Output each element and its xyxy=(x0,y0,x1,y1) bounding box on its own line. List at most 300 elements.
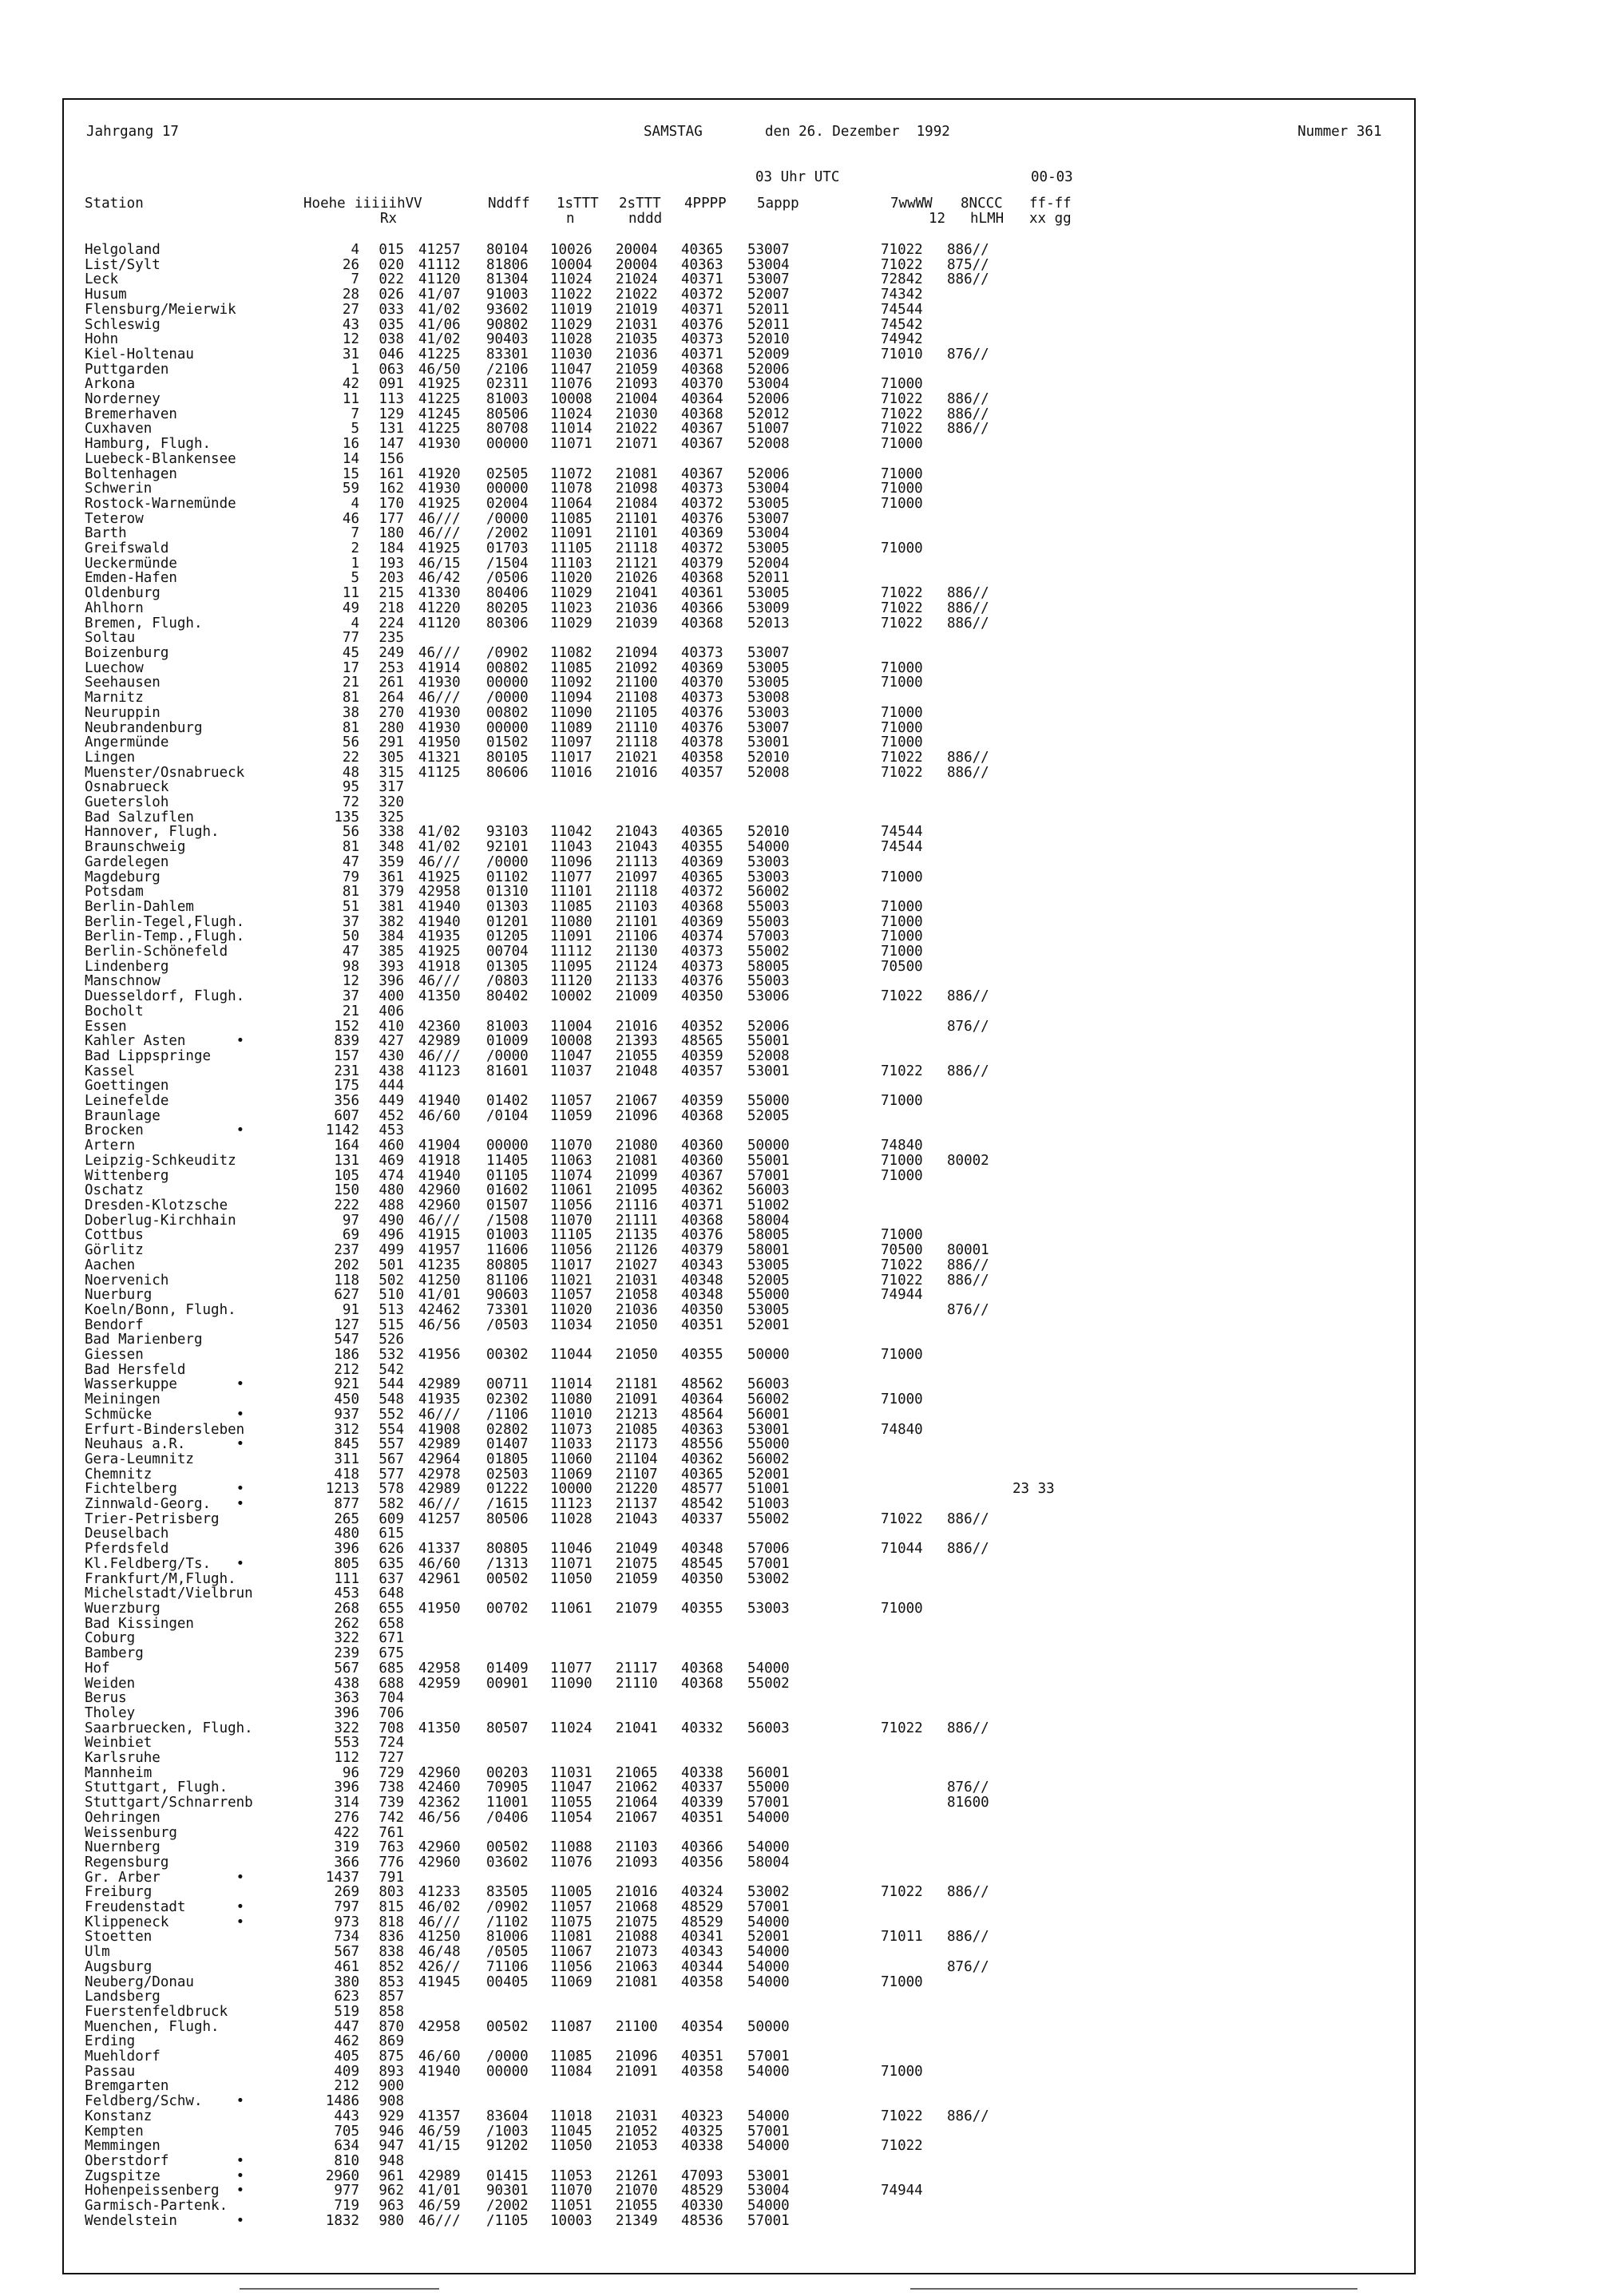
col-1sttt-sub: n xyxy=(566,211,575,227)
obs-cell: 11081 xyxy=(550,1929,592,1946)
obs-cell: 55001 xyxy=(747,1152,790,1169)
obs-cell: 48529 xyxy=(681,1914,723,1930)
obs-cell: 11101 xyxy=(550,884,592,901)
obs-cell xyxy=(947,1482,1012,1497)
obs-cell xyxy=(747,452,881,467)
obs-cell xyxy=(1012,1900,1076,1915)
obs-cell: 11095 xyxy=(550,958,592,975)
obs-cell xyxy=(404,2034,486,2049)
obs-cell: 26 xyxy=(342,256,359,273)
obs-cell xyxy=(1012,974,1076,989)
obs-cell xyxy=(947,1617,1012,1632)
obs-cell xyxy=(947,1213,1012,1229)
obs-cell xyxy=(1012,1228,1076,1243)
obs-cell: 80506 xyxy=(486,1510,529,1527)
obs-cell xyxy=(404,1617,486,1632)
obs-cell: 382 xyxy=(378,913,404,930)
obs-cell: 10000 xyxy=(550,1481,592,1498)
obs-cell xyxy=(1012,929,1076,944)
obs-cell: 776 xyxy=(378,1854,404,1870)
obs-cell: 40348 xyxy=(681,1541,723,1558)
obs-cell xyxy=(550,795,616,810)
col-4pppp: 4PPPP xyxy=(684,196,727,212)
obs-cell: 53008 xyxy=(747,690,790,707)
obs-cell: 4 xyxy=(351,242,359,258)
obs-cell: 886// xyxy=(947,271,989,288)
obs-cell: 42964 xyxy=(418,1451,461,1467)
obs-cell: 033 xyxy=(378,301,404,318)
obs-cell xyxy=(404,1631,486,1646)
obs-cell xyxy=(747,1617,881,1632)
station-name: Ahlhorn xyxy=(85,600,144,616)
station-name: Neuhaus a.R. • xyxy=(85,1436,245,1453)
obs-cell: 46/// xyxy=(418,525,461,542)
obs-cell: 708 xyxy=(378,1720,404,1736)
obs-cell xyxy=(881,631,947,646)
obs-cell xyxy=(404,1646,486,1661)
obs-cell: 53004 xyxy=(747,376,790,393)
station-row xyxy=(85,1631,1076,1646)
obs-cell: 41220 xyxy=(418,600,461,616)
obs-cell: /0503 xyxy=(486,1316,529,1333)
obs-cell: 510 xyxy=(378,1287,404,1304)
station-name: Coburg xyxy=(85,1630,136,1647)
station-name: Bremgarten xyxy=(85,2078,169,2095)
obs-cell xyxy=(947,1736,1012,1751)
obs-cell: 276 xyxy=(334,1809,359,1826)
station-name: Schleswig xyxy=(85,316,160,333)
obs-cell: 02503 xyxy=(486,1466,529,1483)
obs-cell: 869 xyxy=(378,2033,404,2050)
obs-cell: 54000 xyxy=(747,1914,790,1930)
obs-cell xyxy=(1012,2124,1076,2140)
obs-cell: 40369 xyxy=(681,853,723,870)
obs-cell: 01402 xyxy=(486,1093,529,1110)
obs-cell: 1 xyxy=(351,361,359,378)
station-row xyxy=(85,1960,1076,1975)
station-row xyxy=(85,840,1076,855)
obs-cell xyxy=(947,1437,1012,1452)
obs-cell: 40369 xyxy=(681,525,723,542)
obs-cell: 21349 xyxy=(616,2212,658,2229)
obs-cell: 21070 xyxy=(616,2183,658,2199)
obs-cell: 418 xyxy=(334,1466,359,1483)
obs-cell xyxy=(486,810,550,825)
obs-cell: 21081 xyxy=(616,1973,658,1990)
obs-cell: 21130 xyxy=(616,944,658,960)
obs-cell: 80606 xyxy=(486,764,529,781)
col-ffff-sub: xx gg xyxy=(1029,211,1072,227)
obs-cell: 20004 xyxy=(616,256,658,273)
obs-cell: 11076 xyxy=(550,1854,592,1870)
obs-cell: 41940 xyxy=(418,913,461,930)
obs-cell: 40362 xyxy=(681,1182,723,1199)
obs-cell xyxy=(747,810,881,825)
obs-cell xyxy=(1012,1691,1076,1706)
obs-cell xyxy=(947,1332,1012,1348)
obs-cell: 11043 xyxy=(550,839,592,856)
obs-cell xyxy=(881,1960,947,1975)
obs-cell: 01009 xyxy=(486,1033,529,1050)
obs-cell: 21101 xyxy=(616,913,658,930)
obs-cell: 81304 xyxy=(486,271,529,288)
obs-cell xyxy=(947,1392,1012,1407)
obs-cell xyxy=(947,303,1012,318)
obs-cell xyxy=(486,631,550,646)
obs-cell: 56001 xyxy=(747,1764,790,1781)
station-row xyxy=(85,1318,1076,1333)
obs-cell xyxy=(947,1526,1012,1542)
obs-cell xyxy=(616,1870,681,1886)
obs-cell: 01805 xyxy=(486,1451,529,1467)
obs-cell xyxy=(550,2079,616,2094)
station-row xyxy=(85,347,1076,362)
obs-cell xyxy=(1012,1811,1076,1826)
obs-cell xyxy=(947,1079,1012,1094)
obs-cell: 1437 xyxy=(325,1869,359,1886)
obs-cell: 876// xyxy=(947,346,989,362)
obs-cell: 557 xyxy=(378,1436,404,1453)
obs-cell: 71000 xyxy=(881,734,923,751)
obs-cell: 40338 xyxy=(681,1764,723,1781)
obs-cell: 40330 xyxy=(681,2198,723,2215)
obs-cell: 71022 xyxy=(881,585,923,602)
obs-cell xyxy=(881,1019,947,1035)
obs-cell xyxy=(947,526,1012,541)
obs-cell: 42960 xyxy=(418,1839,461,1856)
obs-cell xyxy=(550,1646,616,1661)
obs-cell: 876// xyxy=(947,1301,989,1318)
obs-cell: 41357 xyxy=(418,2108,461,2124)
station-name: Angermünde xyxy=(85,734,169,751)
obs-cell xyxy=(947,691,1012,706)
obs-cell: 11120 xyxy=(550,973,592,990)
obs-cell: 469 xyxy=(378,1152,404,1169)
obs-cell: 53005 xyxy=(747,659,790,676)
station-row xyxy=(85,1169,1076,1184)
obs-cell xyxy=(550,1004,616,1019)
obs-cell: 80402 xyxy=(486,988,529,1005)
obs-cell: 11090 xyxy=(550,1675,592,1692)
obs-cell: 21261 xyxy=(616,2167,658,2184)
obs-cell xyxy=(881,1617,947,1632)
obs-cell: 11089 xyxy=(550,719,592,736)
obs-cell: 40362 xyxy=(681,1451,723,1467)
obs-cell xyxy=(881,1900,947,1915)
obs-cell: 53009 xyxy=(747,600,790,616)
obs-cell xyxy=(947,1646,1012,1661)
obs-cell xyxy=(1012,1348,1076,1363)
obs-cell xyxy=(486,1691,550,1706)
obs-cell: 655 xyxy=(378,1600,404,1617)
obs-cell xyxy=(1012,1034,1076,1049)
obs-cell: 21058 xyxy=(616,1287,658,1304)
obs-cell: 71000 xyxy=(881,944,923,960)
obs-cell: 21110 xyxy=(616,719,658,736)
obs-cell: 83301 xyxy=(486,346,529,362)
obs-cell xyxy=(1012,1586,1076,1601)
obs-cell: 46/02 xyxy=(418,1899,461,1916)
obs-cell xyxy=(881,1213,947,1229)
obs-cell: 37 xyxy=(342,988,359,1005)
obs-cell: 615 xyxy=(378,1526,404,1542)
obs-cell xyxy=(681,631,747,646)
obs-cell xyxy=(881,1586,947,1601)
obs-cell: 21064 xyxy=(616,1795,658,1811)
station-row xyxy=(85,2005,1076,2020)
obs-cell: 00502 xyxy=(486,2018,529,2035)
obs-cell: 90403 xyxy=(486,331,529,348)
obs-cell: 7 xyxy=(351,406,359,422)
obs-cell: 22 xyxy=(342,749,359,766)
col-ffff: ff-ff xyxy=(1029,196,1072,212)
obs-cell: 21091 xyxy=(616,2063,658,2080)
obs-cell: 317 xyxy=(378,779,404,796)
station-row xyxy=(85,1049,1076,1064)
obs-cell: 21062 xyxy=(616,1779,658,1796)
obs-cell: 150 xyxy=(334,1182,359,1199)
obs-cell xyxy=(881,2169,947,2184)
obs-cell: 40367 xyxy=(681,465,723,482)
obs-cell xyxy=(1012,1572,1076,1587)
obs-cell xyxy=(550,1586,616,1601)
obs-cell: 47093 xyxy=(681,2167,723,2184)
obs-cell xyxy=(947,1631,1012,1646)
obs-cell: 41925 xyxy=(418,376,461,393)
obs-cell: 11088 xyxy=(550,1839,592,1856)
obs-cell xyxy=(881,556,947,572)
obs-cell xyxy=(1012,1631,1076,1646)
obs-cell: 21106 xyxy=(616,928,658,945)
col-8nccc-sub: hLMH xyxy=(970,211,1005,227)
obs-cell xyxy=(947,631,1012,646)
obs-cell xyxy=(1012,2183,1076,2199)
obs-cell: 567 xyxy=(334,1660,359,1676)
obs-cell xyxy=(947,1840,1012,1855)
obs-cell: 71022 xyxy=(881,256,923,273)
obs-cell: 56002 xyxy=(747,1451,790,1467)
obs-cell: 55003 xyxy=(747,973,790,990)
obs-cell xyxy=(1012,2005,1076,2020)
obs-cell: 763 xyxy=(378,1839,404,1856)
station-name: Kempten xyxy=(85,2123,144,2140)
obs-cell: 55000 xyxy=(747,1287,790,1304)
obs-cell: 41940 xyxy=(418,1093,461,1110)
station-row xyxy=(85,1437,1076,1452)
obs-cell: 21031 xyxy=(616,2108,658,2124)
station-row xyxy=(85,1736,1076,1751)
obs-cell: 71010 xyxy=(881,346,923,362)
obs-cell xyxy=(747,1526,881,1542)
obs-cell: 11016 xyxy=(550,764,592,781)
obs-cell: 52010 xyxy=(747,331,790,348)
obs-cell: 291 xyxy=(378,734,404,751)
obs-cell: 152 xyxy=(334,1018,359,1035)
obs-cell: 41957 xyxy=(418,1242,461,1259)
obs-cell xyxy=(881,1437,947,1452)
obs-cell: 38 xyxy=(342,704,359,721)
obs-cell xyxy=(550,452,616,467)
obs-cell xyxy=(1012,243,1076,258)
obs-cell: 52004 xyxy=(747,555,790,572)
obs-cell: 21030 xyxy=(616,406,658,422)
station-name: Ueckermünde xyxy=(85,555,177,572)
obs-cell: 7 xyxy=(351,525,359,542)
obs-cell xyxy=(1012,2199,1076,2214)
obs-cell: 501 xyxy=(378,1257,404,1273)
obs-cell: 93602 xyxy=(486,301,529,318)
obs-cell: 01105 xyxy=(486,1167,529,1184)
station-name: Bremen, Flugh. xyxy=(85,615,203,631)
station-row xyxy=(85,1826,1076,1841)
obs-cell: 71022 xyxy=(881,988,923,1005)
obs-cell xyxy=(947,2183,1012,2199)
station-row xyxy=(85,691,1076,706)
obs-cell: 41945 xyxy=(418,1973,461,1990)
time-range: 00-03 xyxy=(1031,169,1073,185)
obs-cell: 81601 xyxy=(486,1063,529,1079)
obs-cell: 46/59 xyxy=(418,2198,461,2215)
obs-cell xyxy=(1012,1497,1076,1512)
obs-cell: 41/02 xyxy=(418,839,461,856)
obs-cell: 11069 xyxy=(550,1973,592,1990)
obs-cell: 444 xyxy=(378,1078,404,1095)
obs-cell xyxy=(1012,855,1076,870)
obs-cell xyxy=(1012,2154,1076,2169)
obs-cell xyxy=(616,2034,681,2049)
obs-cell: 046 xyxy=(378,346,404,362)
obs-cell xyxy=(947,2169,1012,2184)
obs-cell: 53006 xyxy=(747,988,790,1005)
obs-cell: 11080 xyxy=(550,913,592,930)
obs-cell xyxy=(947,556,1012,572)
obs-cell: 11047 xyxy=(550,361,592,378)
station-name: Giessen xyxy=(85,1347,144,1364)
obs-cell: 462 xyxy=(334,2033,359,2050)
station-name: Chemnitz xyxy=(85,1466,153,1483)
obs-cell: 490 xyxy=(378,1212,404,1229)
obs-cell: 56002 xyxy=(747,1391,790,1408)
station-name: Berlin-Dahlem xyxy=(85,898,194,915)
station-row xyxy=(85,780,1076,795)
obs-cell: 90802 xyxy=(486,316,529,333)
obs-cell xyxy=(404,452,486,467)
obs-cell: 10008 xyxy=(550,391,592,408)
obs-cell: 42960 xyxy=(418,1764,461,1781)
obs-cell: /1102 xyxy=(486,1914,529,1930)
obs-cell: 71000 xyxy=(881,1227,923,1244)
obs-cell: /0902 xyxy=(486,644,529,661)
obs-cell xyxy=(947,1034,1012,1049)
obs-cell: 41235 xyxy=(418,1257,461,1273)
obs-cell xyxy=(947,825,1012,840)
obs-cell: 063 xyxy=(378,361,404,378)
station-row xyxy=(85,1661,1076,1676)
obs-cell xyxy=(947,481,1012,497)
obs-cell: 00502 xyxy=(486,1570,529,1587)
obs-cell: 40355 xyxy=(681,1600,723,1617)
obs-cell: 886// xyxy=(947,242,989,258)
obs-cell xyxy=(881,2124,947,2140)
station-name: Doberlug-Kirchhain xyxy=(85,1212,236,1229)
col-2sttt-sub: nddd xyxy=(628,211,663,227)
obs-cell: 40373 xyxy=(681,690,723,707)
obs-cell xyxy=(947,1751,1012,1766)
obs-cell: 74542 xyxy=(881,316,923,333)
station-name: Hof xyxy=(85,1660,110,1676)
obs-cell: 20004 xyxy=(616,242,658,258)
obs-cell: 035 xyxy=(378,316,404,333)
station-name: Görlitz xyxy=(85,1242,144,1259)
obs-cell xyxy=(947,2049,1012,2064)
station-row xyxy=(85,467,1076,482)
station-name: Feldberg/Schw. • xyxy=(85,2093,245,2110)
obs-cell: 40374 xyxy=(681,928,723,945)
obs-cell xyxy=(1012,1736,1076,1751)
obs-cell: 51003 xyxy=(747,1496,790,1513)
obs-cell: 40373 xyxy=(681,958,723,975)
obs-cell xyxy=(681,2094,747,2109)
obs-cell xyxy=(881,1109,947,1124)
obs-cell: 42989 xyxy=(418,1481,461,1498)
station-name: Nuerburg xyxy=(85,1287,153,1304)
obs-cell xyxy=(616,1989,681,2005)
obs-cell: 21137 xyxy=(616,1496,658,1513)
obs-cell xyxy=(881,1870,947,1886)
obs-cell: 886// xyxy=(947,406,989,422)
obs-cell: 40373 xyxy=(681,481,723,497)
obs-cell: 40339 xyxy=(681,1795,723,1811)
obs-cell xyxy=(486,1870,550,1886)
obs-cell: 10008 xyxy=(550,1033,592,1050)
obs-cell: 852 xyxy=(378,1958,404,1975)
station-name: Oldenburg xyxy=(85,585,160,602)
station-name: Muenster/Osnabrueck xyxy=(85,764,245,781)
obs-cell: 47 xyxy=(342,853,359,870)
obs-cell: 1213 xyxy=(325,1481,359,1498)
obs-cell xyxy=(550,1526,616,1542)
obs-cell: 71022 xyxy=(881,2108,923,2124)
obs-cell xyxy=(947,1377,1012,1392)
col-iii: iii xyxy=(355,196,380,212)
obs-cell: 46/// xyxy=(418,644,461,661)
obs-cell: 50000 xyxy=(747,1347,790,1364)
obs-cell xyxy=(1012,989,1076,1004)
obs-cell: 886// xyxy=(947,585,989,602)
station-row xyxy=(85,541,1076,556)
obs-cell xyxy=(1012,675,1076,691)
obs-cell: 607 xyxy=(334,1107,359,1124)
obs-cell xyxy=(486,2005,550,2020)
obs-cell: 91202 xyxy=(486,2138,529,2155)
obs-cell: 1142 xyxy=(325,1122,359,1139)
obs-cell: 11046 xyxy=(550,1541,592,1558)
obs-cell xyxy=(404,1736,486,1751)
obs-cell: 17 xyxy=(342,659,359,676)
obs-cell: 870 xyxy=(378,2018,404,2035)
obs-cell: 00203 xyxy=(486,1764,529,1781)
obs-cell: 53007 xyxy=(747,719,790,736)
obs-cell: 42978 xyxy=(418,1466,461,1483)
obs-cell: 41245 xyxy=(418,406,461,422)
obs-cell: 40368 xyxy=(681,361,723,378)
obs-cell xyxy=(947,840,1012,855)
obs-cell: 311 xyxy=(334,1451,359,1467)
obs-cell: 480 xyxy=(334,1526,359,1542)
station-name: Meiningen xyxy=(85,1391,160,1408)
obs-cell xyxy=(681,1751,747,1766)
obs-cell: 11014 xyxy=(550,1376,592,1393)
